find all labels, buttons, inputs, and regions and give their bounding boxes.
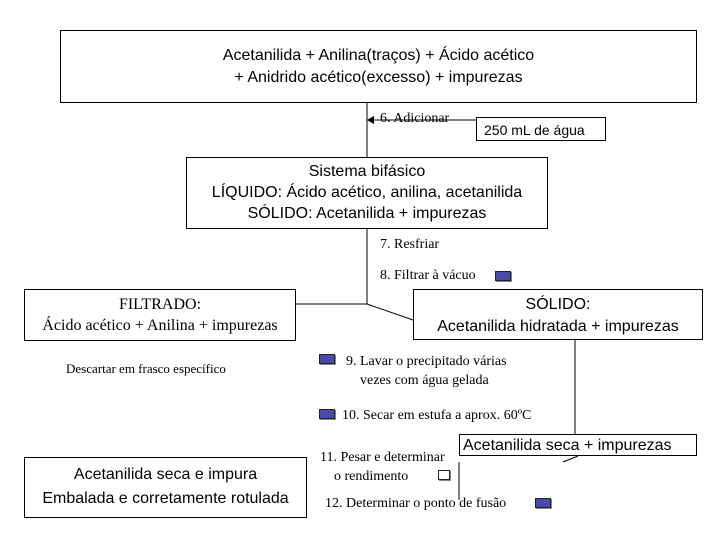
step11-line-2: o rendimento	[334, 469, 409, 484]
dry-product-label: Acetanilida seca + impurezas	[463, 437, 672, 454]
solid-title: SÓLIDO:	[525, 296, 591, 313]
biphasic-liquid: LÍQUIDO: Ácido acético, anilina, acetanilida	[211, 184, 523, 201]
connector-to-solid	[367, 304, 413, 320]
step8-label: 8. Filtrar à vácuo	[380, 268, 476, 283]
start-mixture-box	[60, 30, 697, 103]
filtrate-discard-action: Descartar em frasco específico	[66, 361, 226, 376]
filtrate-content: Ácido acético + Anilina + impurezas	[42, 317, 278, 334]
step9-line-2: vezes com água gelada	[360, 373, 489, 388]
reagent-label: 250 mL de água	[484, 122, 585, 138]
final-product-box	[24, 457, 307, 518]
step8-marker	[495, 271, 511, 281]
final-line-1: Acetanilida seca e impura	[73, 466, 258, 483]
solid-content: Acetanilida hidratada + impurezas	[437, 318, 679, 335]
step10-marker	[319, 409, 335, 419]
biphasic-solid: SÓLIDO: Acetanilida + impurezas	[247, 205, 487, 222]
dry-product-box	[459, 434, 697, 456]
start-line-1: Acetanilida + Anilina(traços) + Ácido acético	[222, 47, 535, 64]
reagent-box	[476, 117, 606, 141]
step6-label: 6. Adicionar	[380, 111, 450, 126]
step12-label: 12. Determinar o ponto de fusão	[325, 496, 507, 511]
step9-line-1: 9. Lavar o precipitado várias	[346, 354, 507, 369]
step9-marker	[319, 354, 335, 364]
filtrate-box	[24, 289, 296, 341]
start-line-2: + Anidrido acético(excesso) + impurezas	[234, 69, 523, 86]
arrowhead-reagent	[367, 116, 374, 124]
step10-label: 10. Secar em estufa a aprox. 60ºC	[342, 408, 532, 423]
step7-label: 7. Resfriar	[380, 237, 440, 252]
biphasic-title: Sistema bifásico	[308, 163, 426, 180]
solid-box	[413, 289, 703, 340]
step11-marker	[438, 470, 450, 480]
connector-dry-step11	[563, 456, 578, 462]
biphasic-system-box	[186, 157, 548, 229]
final-line-2: Embalada e corretamente rotulada	[42, 490, 289, 507]
step11-line-1: 11. Pesar e determinar	[320, 450, 445, 465]
filtrate-title: FILTRADO:	[118, 296, 202, 313]
step12-marker	[535, 498, 551, 508]
